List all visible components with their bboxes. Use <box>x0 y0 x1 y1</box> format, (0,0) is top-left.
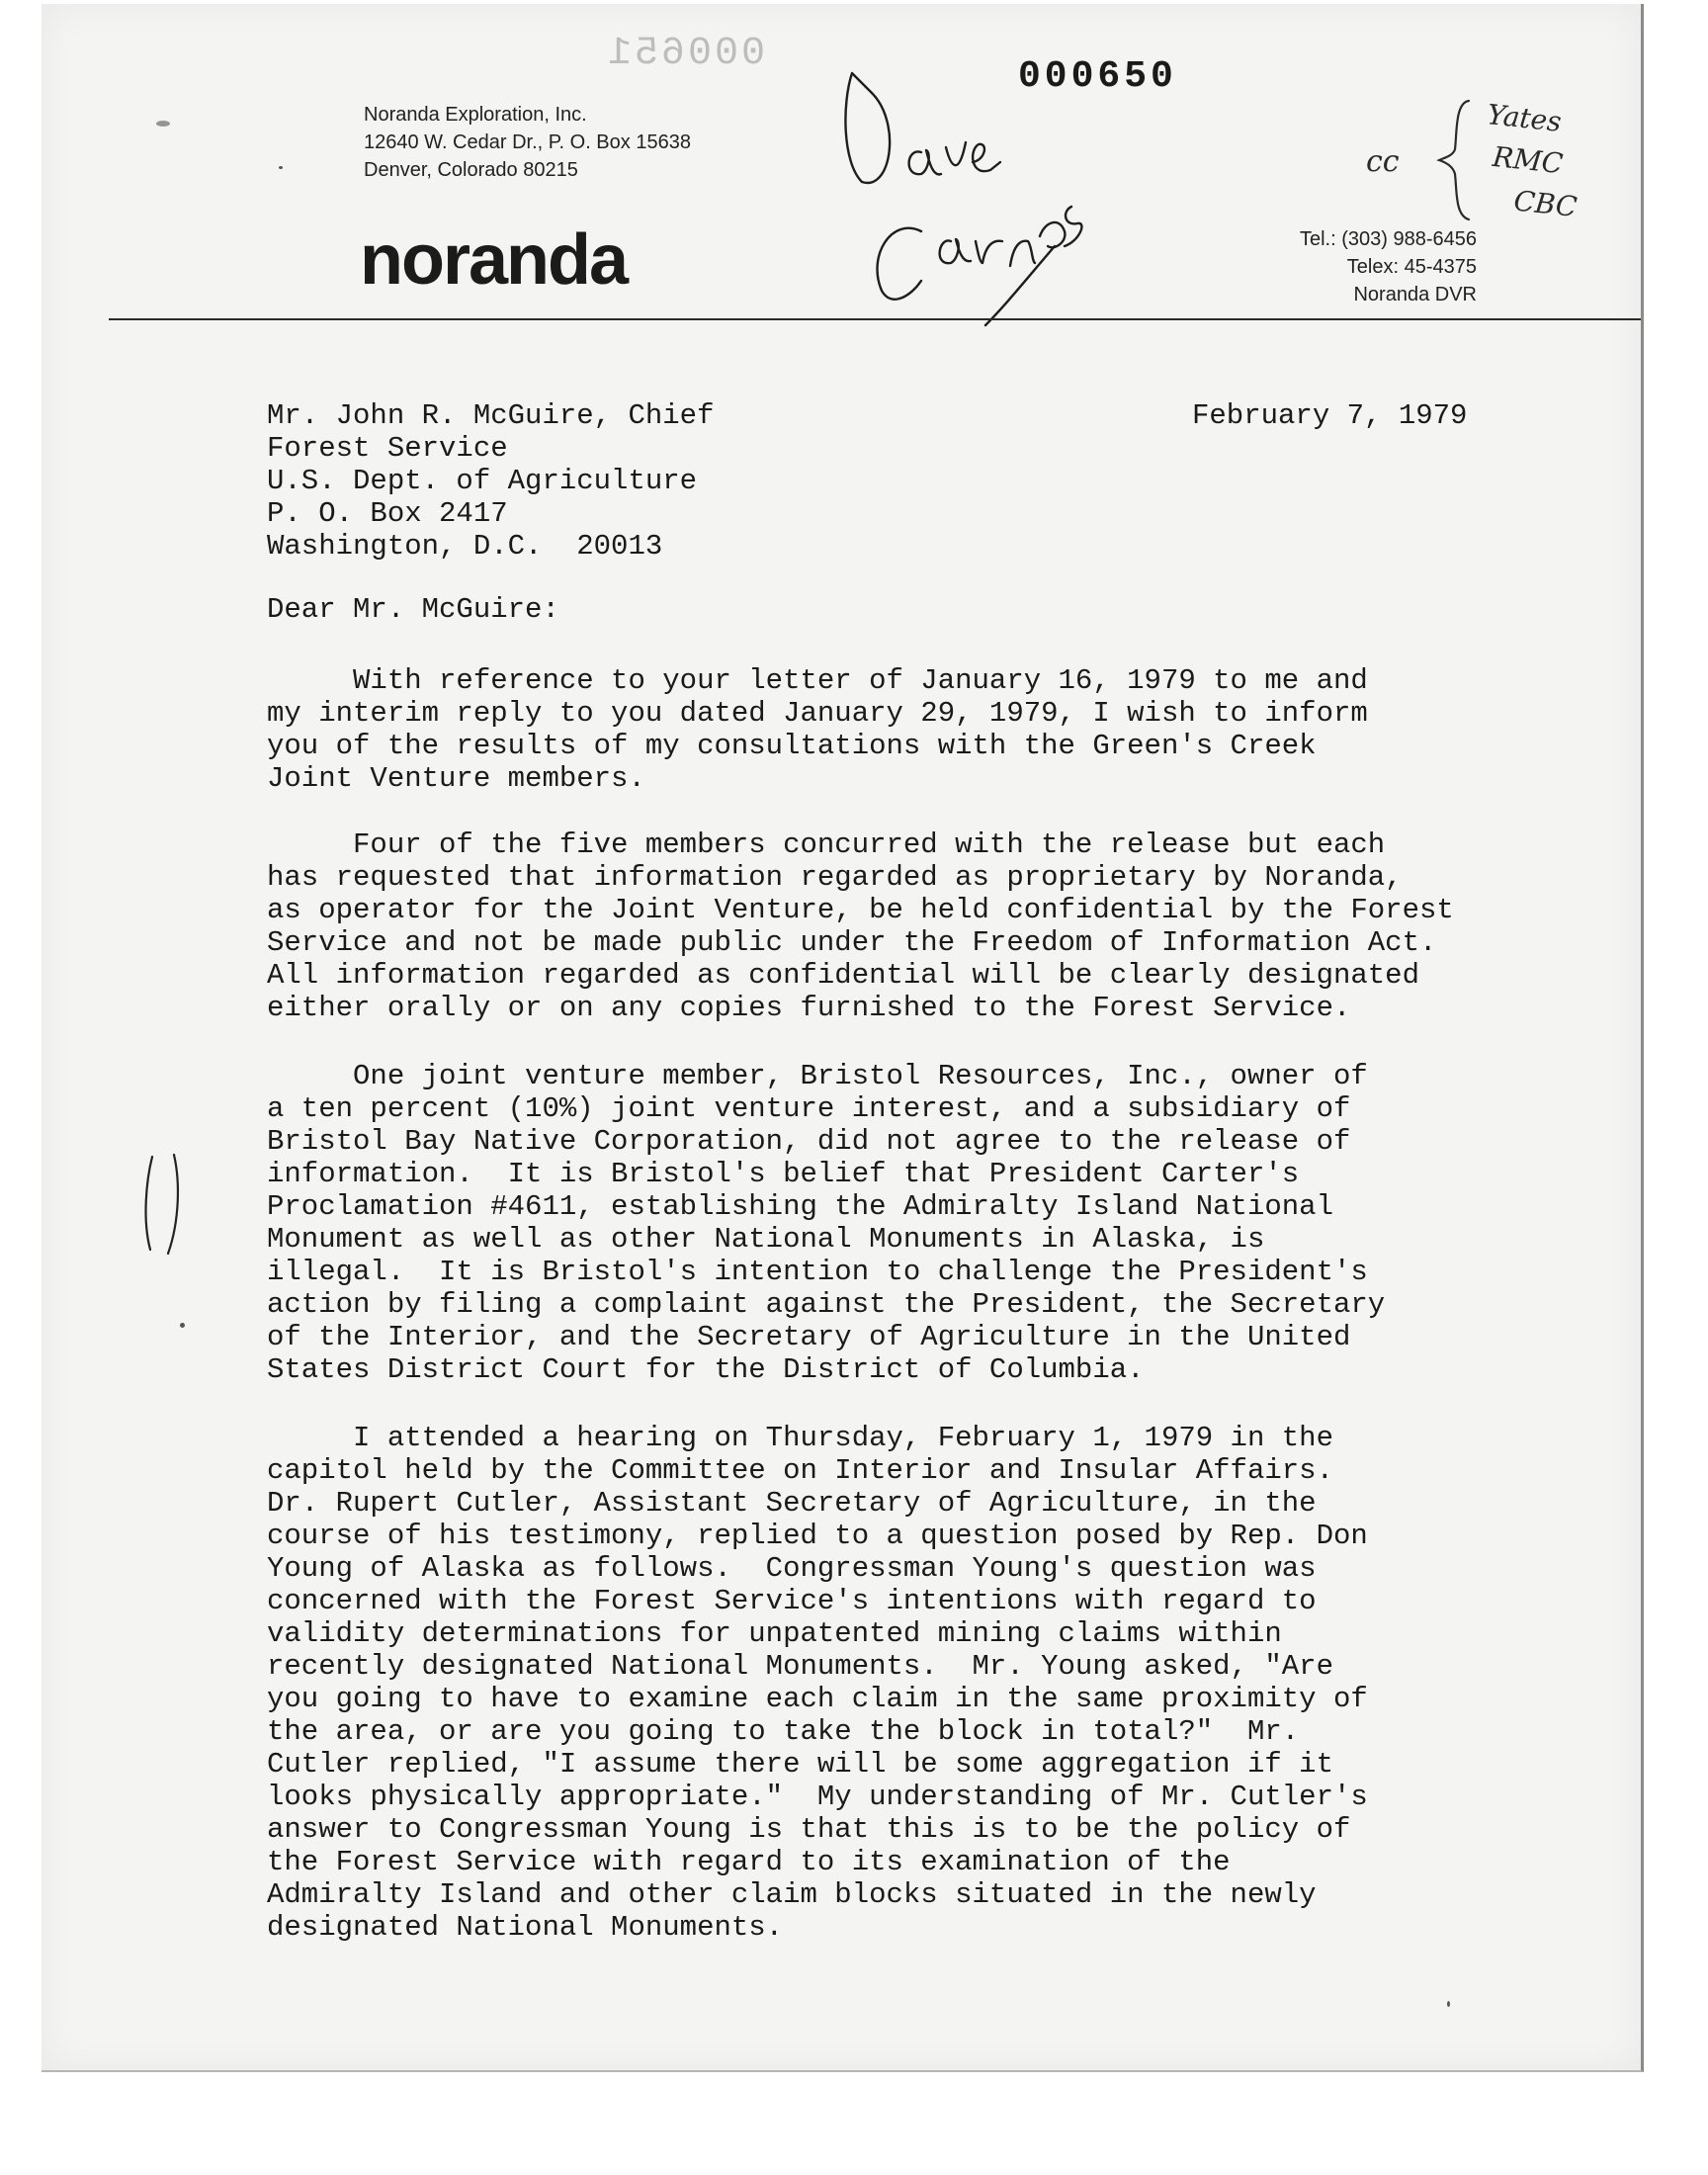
paragraph-line: you going to have to examine each claim in the same proximity of <box>267 1683 1368 1715</box>
paragraph-line: validity determinations for unpatented mining claims within <box>267 1617 1282 1650</box>
letterhead-rule <box>109 318 1644 320</box>
body-paragraph-4 <box>267 1422 1368 1944</box>
paragraph-line: a ten percent (10%) joint venture interest, and a subsidiary of <box>267 1092 1351 1125</box>
recipient-line: Mr. John R. McGuire, Chief <box>267 399 715 432</box>
paragraph-line: Monument as well as other National Monuments in Alaska, is <box>267 1223 1265 1256</box>
paragraph-line: recently designated National Monuments. Mr. Young asked, "Are <box>267 1650 1333 1683</box>
brace-icon <box>1435 95 1475 223</box>
paragraph-line: looks physically appropriate." My understanding of Mr. Cutler's <box>267 1781 1368 1813</box>
recipient-line: U.S. Dept. of Agriculture <box>267 465 698 497</box>
cc-name-3: CBC <box>1512 184 1580 223</box>
body-paragraph-2 <box>267 828 1454 1024</box>
handwritten-cc-list <box>1477 94 1588 228</box>
recipient-line: P. O. Box 2417 <box>267 497 508 530</box>
paragraph-line: either orally or on any copies furnished to the Forest Service. <box>267 992 1351 1024</box>
body-paragraph-3 <box>267 1060 1385 1386</box>
ghost-stamp-number: 000651 <box>605 32 766 76</box>
telephone: Tel.: (303) 988-6456 <box>1299 228 1477 250</box>
company-name: Noranda Exploration, Inc. <box>364 104 587 126</box>
handwritten-cc: cc <box>1366 144 1400 179</box>
paragraph-line: Service and not be made public under the Freedom of Information Act. <box>267 926 1437 959</box>
street-address: 12640 W. Cedar Dr., P. O. Box 15638 <box>364 131 691 153</box>
paragraph-line: Proclamation #4611, establishing the Admiralty Island National <box>267 1190 1333 1223</box>
cc-name-2: RMC <box>1491 139 1565 181</box>
handwritten-name <box>812 44 1168 340</box>
paragraph-line: Young of Alaska as follows. Congressman Young's question was <box>267 1552 1317 1585</box>
recipient-line: Washington, D.C. 20013 <box>267 530 663 563</box>
paragraph-line: With reference to your letter of January 16, 1979 to me and <box>267 664 1368 697</box>
paragraph-line: Joint Venture members. <box>267 762 645 795</box>
paragraph-line: Admiralty Island and other claim blocks situated in the newly <box>267 1878 1317 1911</box>
paragraph-line: as operator for the Joint Venture, be held confidential by the Forest <box>267 894 1454 926</box>
paragraph-line: course of his testimony, replied to a question posed by Rep. Don <box>267 1520 1368 1552</box>
paragraph-line: Four of the five members concurred with the release but each <box>267 828 1386 861</box>
letterhead-address <box>364 101 691 184</box>
city-address: Denver, Colorado 80215 <box>364 159 578 181</box>
paragraph-line: information. It is Bristol's belief that President Carter's <box>267 1158 1300 1190</box>
telex: Telex: 45-4375 <box>1346 256 1477 278</box>
paragraph-line: I attended a hearing on Thursday, February 1, 1979 in the <box>267 1422 1333 1454</box>
letter-page <box>42 4 1644 2072</box>
paragraph-line: of the Interior, and the Secretary of Agriculture in the United <box>267 1321 1351 1353</box>
recipient-address <box>267 399 714 563</box>
letterhead-contact <box>1300 225 1477 308</box>
recipient-line: Forest Service <box>267 432 508 465</box>
letter-date: February 7, 1979 <box>1192 399 1468 432</box>
paragraph-line: you of the results of my consultations with the Green's Creek <box>267 730 1317 762</box>
paragraph-line: capitol held by the Committee on Interior and Insular Affairs. <box>267 1454 1333 1487</box>
body-paragraph-1 <box>267 664 1368 795</box>
paragraph-line: designated National Monuments. <box>267 1911 784 1944</box>
scan-speck <box>1447 2001 1450 2007</box>
paragraph-line: Dr. Rupert Cutler, Assistant Secretary of Agriculture, in the <box>267 1487 1317 1520</box>
paragraph-line: All information regarded as confidential will be clearly designated <box>267 959 1419 992</box>
paragraph-line: action by filing a complaint against the President, the Secretary <box>267 1288 1386 1321</box>
paragraph-line: Bristol Bay Native Corporation, did not agree to the release of <box>267 1125 1351 1158</box>
paragraph-line: answer to Congressman Young is that this is to be the policy of <box>267 1813 1351 1846</box>
paragraph-line: my interim reply to you dated January 29, 1979, I wish to inform <box>267 697 1368 730</box>
paragraph-line: has requested that information regarded as proprietary by Noranda, <box>267 861 1403 894</box>
margin-mark <box>132 1151 192 1260</box>
scan-speck <box>180 1323 185 1328</box>
bates-stamp-number: 000650 <box>1018 55 1177 98</box>
paragraph-line: One joint venture member, Bristol Resources, Inc., owner of <box>267 1060 1368 1092</box>
cc-name-1: Yates <box>1485 98 1564 138</box>
scan-speck <box>279 166 283 169</box>
paragraph-line: the Forest Service with regard to its examination of the <box>267 1846 1231 1878</box>
paragraph-line: illegal. It is Bristol's intention to challenge the President's <box>267 1256 1368 1288</box>
salutation: Dear Mr. McGuire: <box>267 593 559 626</box>
scan-speck <box>156 121 170 127</box>
paragraph-line: the area, or are you going to take the block in total?" Mr. <box>267 1715 1300 1748</box>
paragraph-line: States District Court for the District of Columbia. <box>267 1353 1145 1386</box>
paragraph-line: concerned with the Forest Service's intentions with regard to <box>267 1585 1317 1617</box>
paragraph-line: Cutler replied, "I assume there will be some aggregation if it <box>267 1748 1333 1781</box>
cable-address: Noranda DVR <box>1353 284 1477 305</box>
noranda-logo: noranda <box>360 220 628 300</box>
